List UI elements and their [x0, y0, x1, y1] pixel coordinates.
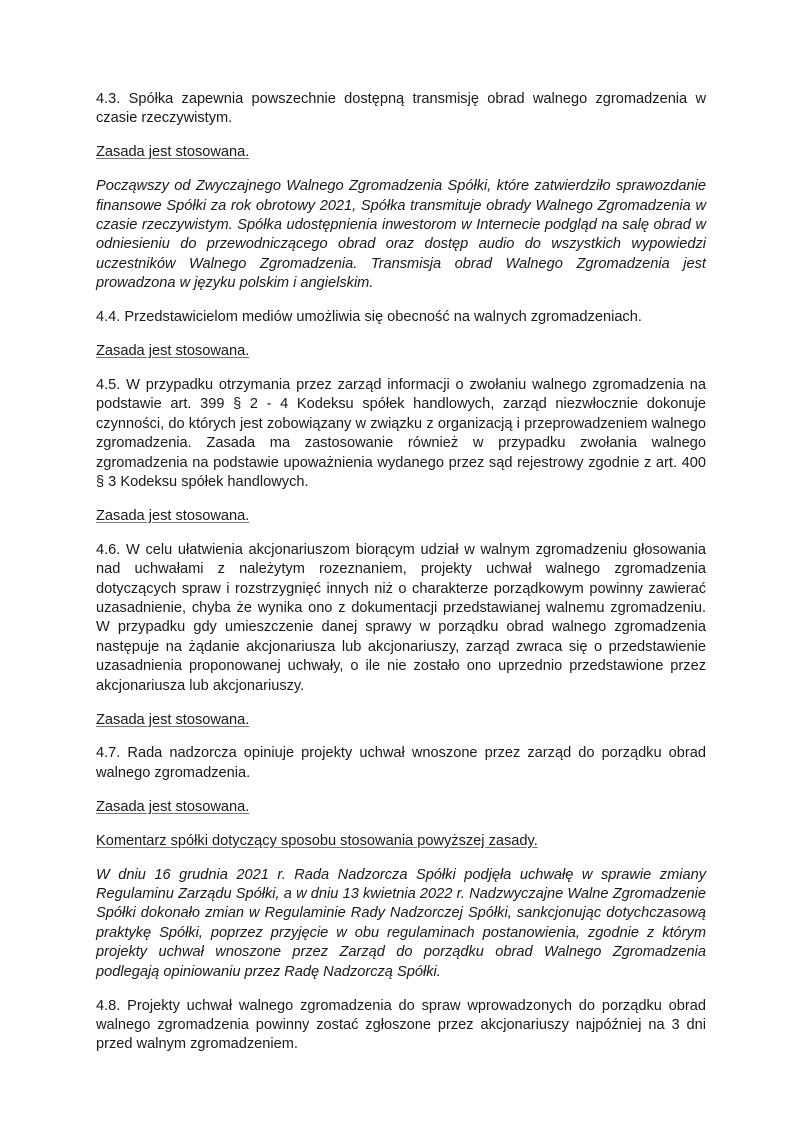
rule-4-3: 4.3. Spółka zapewnia powszechnie dostępną transmisję obrad walnego zgromadzenia w czasie rzeczywistym.: [96, 91, 706, 127]
rule-4-6: 4.6. W celu ułatwienia akcjonariuszom biorącym udział w walnym zgromadzeniu głosowania nad uchwałami z należytym rozeznaniem, projekty uchwał walnego zgromadzenia dotyczących spraw i rozstrzygnięć innych niż o charakterze porządkowym powinny zawierać uzasadnienie, chyba że wynika ono z dokumentacji przedstawianej walnemu zgromadzeniu. W przypadku gdy umieszczenie danej sprawy w porządku obrad walnego zgromadzenia następuje na żądanie akcjonariusza lub akcjonariuszy, zarząd zwraca się o przedstawienie uzasadnienia proponowanej uchwały, o ile nie zostało ono uprzednio przedstawione przez akcjonariusza lub akcjonariuszy.: [96, 541, 706, 694]
comment-4-7: W dniu 16 grudnia 2021 r. Rada Nadzorcza Spółki podjęła uchwałę w sprawie zmiany Regulaminu Zarządu Spółki, a w dniu 13 kwietnia 2022 r. Nadzwyczajne Walne Zgromadzenie Spółki dokonało zmian w Regulaminie Rady Nadzorczej Spółki, sankcjonując dotychczasową praktykę Spółki, poprzez przyjęcie w obu regulaminach postanowienia, zgodnie z którym projekty uchwał wnoszone przez Zarząd do porządku obrad Walnego Zgromadzenia podlegają opiniowaniu przez Radę Nadzorczą Spółki.: [96, 866, 706, 980]
rule-4-4: 4.4. Przedstawicielom mediów umożliwia się obecność na walnych zgromadzeniach.: [96, 309, 642, 326]
status-applied: Zasada jest stosowana.: [96, 798, 250, 815]
status-applied: Zasada jest stosowana.: [96, 711, 250, 728]
document-page: [96, 90, 706, 1069]
status-applied: Zasada jest stosowana.: [96, 144, 250, 161]
status-applied: Zasada jest stosowana.: [96, 343, 250, 360]
rule-4-7: 4.7. Rada nadzorcza opiniuje projekty uchwał wnoszone przez zarząd do porządku obrad walnego zgromadzenia.: [96, 745, 706, 781]
company-comment-heading: Komentarz spółki dotyczący sposobu stosowania powyższej zasady.: [96, 832, 538, 849]
rule-4-8: 4.8. Projekty uchwał walnego zgromadzenia do spraw wprowadzonych do porządku obrad walnego zgromadzenia powinny zostać zgłoszone przez akcjonariuszy najpóźniej na 3 dni przed walnym zgromadzeniem.: [96, 997, 706, 1053]
status-applied: Zasada jest stosowana.: [96, 507, 250, 524]
rule-4-5: 4.5. W przypadku otrzymania przez zarząd informacji o zwołaniu walnego zgromadzenia na podstawie art. 399 § 2 - 4 Kodeksu spółek handlowych, zarząd niezwłocznie dokonuje czynności, do których jest zobowiązany w związku z organizacją i przeprowadzeniem walnego zgromadzenia. Zasada ma zastosowanie również w przypadku zwołania walnego zgromadzenia na podstawie upoważnienia wydanego przez sąd rejestrowy zgodnie z art. 400 § 3 Kodeksu spółek handlowych.: [96, 376, 706, 490]
comment-4-3: Począwszy od Zwyczajnego Walnego Zgromadzenia Spółki, które zatwierdziło sprawozdanie finansowe Spółki za rok obrotowy 2021, Spółka transmituje obrady Walnego Zgromadzenia w czasie rzeczywistym. Spółka udostępnienia inwestorom w Internecie podgląd na salę obrad w odniesieniu do przewodniczącego obrad oraz dostęp audio do wszystkich wypowiedzi uczestników Walnego Zgromadzenia. Transmisja obrad Walnego Zgromadzenia jest prowadzona w języku polskim i angielskim.: [96, 178, 706, 292]
